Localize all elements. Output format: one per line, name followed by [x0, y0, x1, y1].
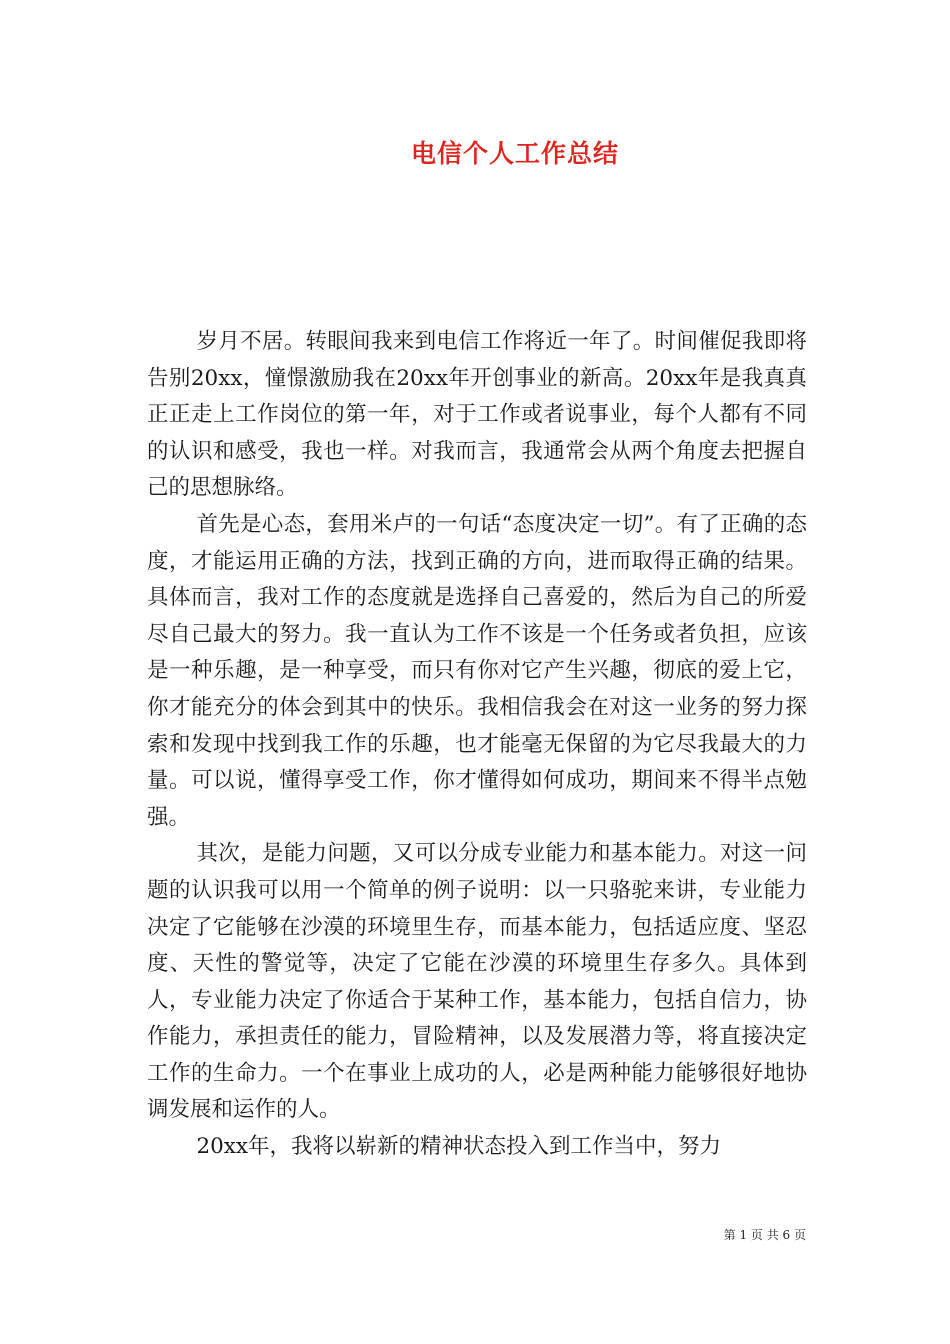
document-body: [147, 324, 807, 1166]
document-title: 电信个人工作总结: [410, 139, 619, 168]
paragraph-2: 首先是心态，套用米卢的一句话“态度决定一切”。有了正确的态度，才能运用正确的方法，找到正确的方向，进而取得正确的结果。具体而言，我对工作的态度就是选择自己喜爱的，然后为自己的所爱尽自己最大的努力。我一直认为工作不该是一个任务或者负担，应该是一种乐趣，是一种享受，而只有你对它产生兴趣，彻底的爱上它，你才能充分的体会到其中的快乐。我相信我会在对这一业务的努力探索和发现中找到我工作的乐趣，也才能毫无保留的为它尽我最大的力量。可以说，懂得享受工作，你才懂得如何成功，期间来不得半点勉强。: [147, 511, 807, 830]
page-number-footer: 第 1 页 共 6 页: [723, 1228, 806, 1242]
paragraph-1: 岁月不居。转眼间我来到电信工作将近一年了。时间催促我即将告别20xx，憧憬激励我在20xx年开创事业的新高。20xx年是我真真正正走上工作岗位的第一年，对于工作或者说事业，每个人都有不同的认识和感受，我也一样。对我而言，我通常会从两个角度去把握自己的思想脉络。: [147, 329, 807, 501]
paragraph-3: 其次，是能力问题，又可以分成专业能力和基本能力。对这一问题的认识我可以用一个简单的例子说明：以一只骆驼来讲，专业能力决定了它能够在沙漠的环境里生存，而基本能力，包括适应度、坚忍度、天性的警觉等，决定了它能在沙漠的环境里生存多久。具体到人，专业能力决定了你适合于某种工作，基本能力，包括自信力，协作能力，承担责任的能力，冒险精神，以及发展潜力等，将直接决定工作的生命力。一个在事业上成功的人，必是两种能力能够很好地协调发展和运作的人。: [147, 841, 807, 1123]
paragraph-4: 20xx年，我将以崭新的精神状态投入到工作当中，努力: [196, 1134, 722, 1160]
